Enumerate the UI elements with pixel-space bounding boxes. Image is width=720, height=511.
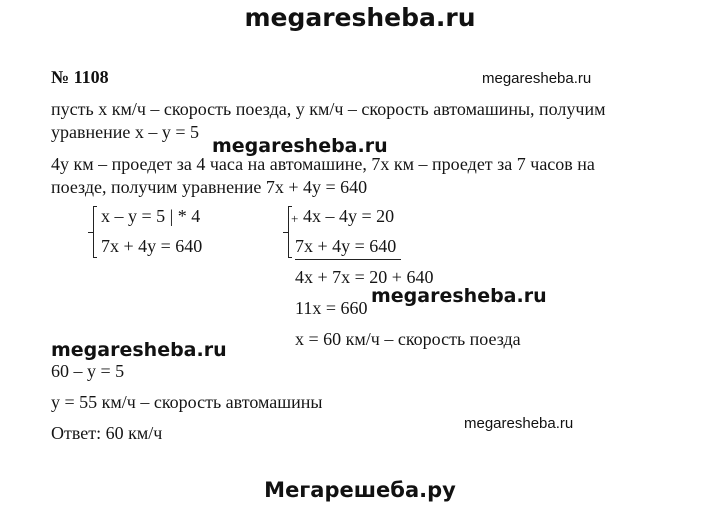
step-1: 4х + 7х = 20 + 640 [295,267,434,287]
watermark-bottom-right: megaresheba.ru [464,415,574,432]
sum-underline [295,259,401,260]
system-left-eq1: х – у = 5 | * 4 [101,206,201,226]
system-right-eq1: 4х – 4у = 20 [303,206,395,226]
step-3: х = 60 км/ч – скорость поезда [295,329,521,349]
bottom-line-1: 60 – у = 5 [51,361,125,381]
site-title[interactable]: megaresheba.ru [244,3,476,32]
problem-line-3: 4у км – проедет за 4 часа на автомашине, 7х км – проедет за 7 часов на [51,154,595,174]
system-left-eq2: 7х + 4у = 640 [101,236,203,256]
footer-site-title[interactable]: Мегарешеба.ру [264,478,456,502]
system-right-eq2: 7х + 4у = 640 [295,236,397,256]
watermark-1: megaresheba.ru [212,135,388,157]
problem-line-1: пусть х км/ч – скорость поезда, у км/ч – скорость автомашины, получим [51,99,606,119]
plus-sign: + [291,211,299,226]
system-brace-right [288,206,289,258]
watermark-top-right: megaresheba.ru [482,70,592,87]
watermark-3: megaresheba.ru [51,339,227,361]
watermark-2: megaresheba.ru [371,285,547,307]
system-brace-left [93,206,94,258]
problem-line-4: поезде, получим уравнение 7х + 4у = 640 [51,177,368,197]
answer-line: Ответ: 60 км/ч [51,423,163,443]
problem-number: № 1108 [51,67,109,87]
step-2: 11х = 660 [295,298,368,318]
problem-line-2: уравнение х – у = 5 [51,122,200,142]
bottom-line-2: у = 55 км/ч – скорость автомашины [51,392,323,412]
